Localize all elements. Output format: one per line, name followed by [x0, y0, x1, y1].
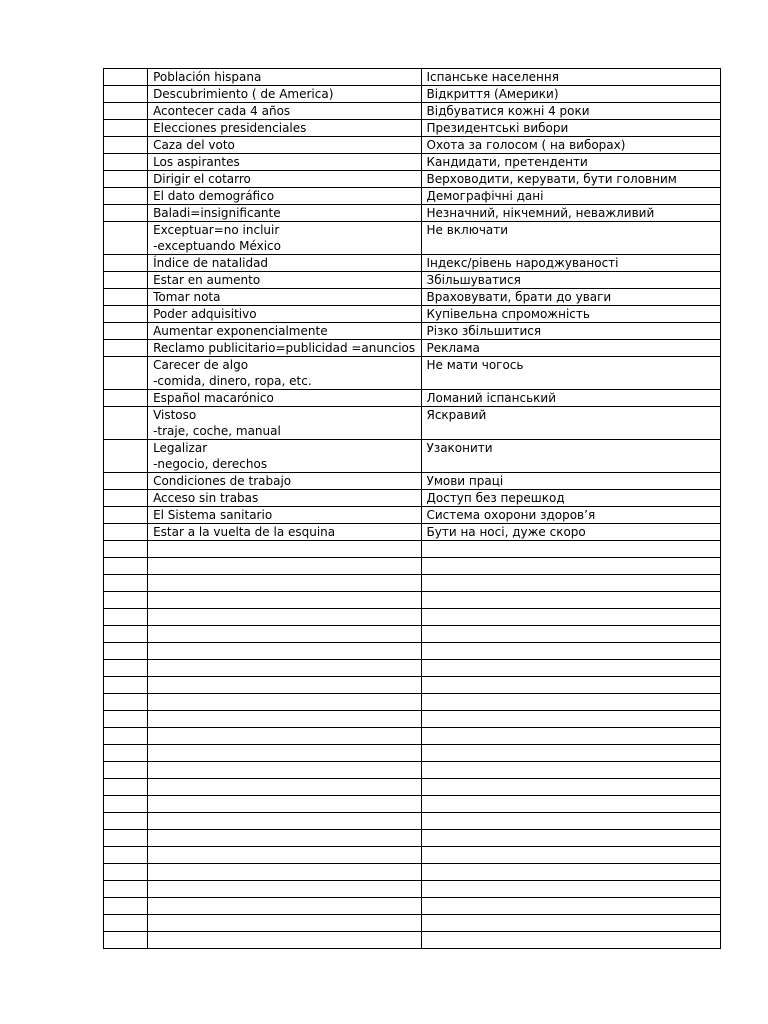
spanish-term-cell — [148, 222, 421, 255]
row-number-cell — [104, 898, 148, 915]
spanish-term-cell — [148, 558, 421, 575]
spanish-term-cell — [148, 323, 421, 340]
table-row — [104, 524, 721, 541]
spanish-term-cell — [148, 881, 421, 898]
row-number-cell — [104, 694, 148, 711]
row-number-cell — [104, 847, 148, 864]
row-number-cell — [104, 188, 148, 205]
row-number-cell — [104, 592, 148, 609]
spanish-term-cell — [148, 728, 421, 745]
ukrainian-translation-cell — [421, 677, 721, 694]
row-number-cell — [104, 490, 148, 507]
row-number-cell — [104, 864, 148, 881]
spanish-term-cell — [148, 575, 421, 592]
ukrainian-translation-cell — [421, 205, 721, 222]
ukrainian-translation-cell — [421, 592, 721, 609]
row-number-cell — [104, 711, 148, 728]
ukrainian-translation-text: Незначний, нікчемний, неважливий — [426, 206, 655, 220]
spanish-term-text: Español macarónico — [153, 391, 274, 405]
row-number-cell — [104, 677, 148, 694]
table-row — [104, 103, 721, 120]
row-number-cell — [104, 357, 148, 390]
ukrainian-translation-cell — [421, 490, 721, 507]
ukrainian-translation-cell — [421, 188, 721, 205]
row-number-cell — [104, 222, 148, 255]
spanish-term-text: Legalizar — [153, 441, 208, 455]
spanish-term-cell — [148, 69, 421, 86]
vocabulary-table — [103, 68, 721, 949]
ukrainian-translation-text: Яскравий — [426, 408, 487, 422]
spanish-term-cell — [148, 340, 421, 357]
empty-table-row — [104, 932, 721, 949]
ukrainian-translation-cell — [421, 558, 721, 575]
ukrainian-translation-cell — [421, 779, 721, 796]
empty-table-row — [104, 575, 721, 592]
spanish-term-cell — [148, 864, 421, 881]
ukrainian-translation-cell — [421, 575, 721, 592]
spanish-term-text: -traje, coche, manual — [153, 424, 281, 438]
spanish-term-cell — [148, 541, 421, 558]
ukrainian-translation-cell — [421, 473, 721, 490]
empty-table-row — [104, 796, 721, 813]
spanish-term-cell — [148, 932, 421, 949]
empty-table-row — [104, 592, 721, 609]
row-number-cell — [104, 575, 148, 592]
ukrainian-translation-cell — [421, 154, 721, 171]
ukrainian-translation-text: Різко збільшитися — [426, 324, 542, 338]
spanish-term-cell — [148, 830, 421, 847]
table-row — [104, 171, 721, 188]
row-number-cell — [104, 915, 148, 932]
ukrainian-translation-cell — [421, 440, 721, 473]
ukrainian-translation-text: Відкриття (Америки) — [426, 87, 559, 101]
ukrainian-translation-cell — [421, 660, 721, 677]
ukrainian-translation-cell — [421, 357, 721, 390]
table-row — [104, 357, 721, 390]
empty-table-row — [104, 881, 721, 898]
spanish-term-cell — [148, 289, 421, 306]
row-number-cell — [104, 407, 148, 440]
table-row — [104, 306, 721, 323]
ukrainian-translation-text: Президентські вибори — [426, 121, 569, 135]
table-row — [104, 86, 721, 103]
ukrainian-translation-cell — [421, 881, 721, 898]
ukrainian-translation-text: Не мати чогось — [426, 358, 524, 372]
empty-table-row — [104, 847, 721, 864]
empty-table-row — [104, 660, 721, 677]
row-number-cell — [104, 137, 148, 154]
ukrainian-translation-cell — [421, 864, 721, 881]
row-number-cell — [104, 728, 148, 745]
ukrainian-translation-text: Кандидати, претенденти — [426, 155, 588, 169]
row-number-cell — [104, 306, 148, 323]
ukrainian-translation-cell — [421, 222, 721, 255]
row-number-cell — [104, 340, 148, 357]
row-number-cell — [104, 609, 148, 626]
ukrainian-translation-cell — [421, 407, 721, 440]
ukrainian-translation-text: Відбуватися кожні 4 роки — [426, 104, 590, 118]
spanish-term-text: Exceptuar=no incluir — [153, 223, 280, 237]
ukrainian-translation-cell — [421, 813, 721, 830]
row-number-cell — [104, 779, 148, 796]
ukrainian-translation-cell — [421, 694, 721, 711]
ukrainian-translation-cell — [421, 847, 721, 864]
spanish-term-text: Estar en aumento — [153, 273, 261, 287]
row-number-cell — [104, 745, 148, 762]
spanish-term-cell — [148, 390, 421, 407]
empty-table-row — [104, 915, 721, 932]
ukrainian-translation-cell — [421, 541, 721, 558]
spanish-term-cell — [148, 86, 421, 103]
spanish-term-text: Índice de natalidad — [153, 256, 269, 270]
spanish-term-cell — [148, 171, 421, 188]
spanish-term-text: Estar a la vuelta de la esquina — [153, 525, 336, 539]
spanish-term-cell — [148, 626, 421, 643]
row-number-cell — [104, 86, 148, 103]
table-row — [104, 137, 721, 154]
ukrainian-translation-text: Демографічні дані — [426, 189, 544, 203]
ukrainian-translation-text: Іспанське населення — [426, 70, 559, 84]
ukrainian-translation-text: Враховувати, брати до уваги — [426, 290, 612, 304]
ukrainian-translation-cell — [421, 272, 721, 289]
table-row — [104, 272, 721, 289]
empty-table-row — [104, 694, 721, 711]
ukrainian-translation-cell — [421, 643, 721, 660]
spanish-term-cell — [148, 103, 421, 120]
ukrainian-translation-cell — [421, 932, 721, 949]
ukrainian-translation-text: Індекс/рівень народжуваності — [426, 256, 619, 270]
spanish-term-text: El Sistema sanitario — [153, 508, 273, 522]
ukrainian-translation-cell — [421, 340, 721, 357]
empty-table-row — [104, 779, 721, 796]
row-number-cell — [104, 103, 148, 120]
row-number-cell — [104, 323, 148, 340]
empty-table-row — [104, 830, 721, 847]
ukrainian-translation-cell — [421, 289, 721, 306]
spanish-term-text: Reclamo publicitario=publicidad =anuncios — [153, 341, 416, 355]
ukrainian-translation-text: Верховодити, керувати, бути головним — [426, 172, 677, 186]
spanish-term-cell — [148, 407, 421, 440]
ukrainian-translation-cell — [421, 255, 721, 272]
row-number-cell — [104, 69, 148, 86]
spanish-term-cell — [148, 711, 421, 728]
spanish-term-text: Elecciones presidenciales — [153, 121, 307, 135]
spanish-term-cell — [148, 272, 421, 289]
spanish-term-cell — [148, 357, 421, 390]
spanish-term-cell — [148, 473, 421, 490]
spanish-term-cell — [148, 847, 421, 864]
row-number-cell — [104, 171, 148, 188]
spanish-term-text: Vistoso — [153, 408, 197, 422]
row-number-cell — [104, 154, 148, 171]
spanish-term-cell — [148, 677, 421, 694]
empty-table-row — [104, 762, 721, 779]
ukrainian-translation-cell — [421, 103, 721, 120]
row-number-cell — [104, 255, 148, 272]
ukrainian-translation-cell — [421, 137, 721, 154]
ukrainian-translation-text: Не включати — [426, 223, 509, 237]
ukrainian-translation-text: Купівельна спроможність — [426, 307, 590, 321]
spanish-term-cell — [148, 524, 421, 541]
empty-table-row — [104, 558, 721, 575]
table-row — [104, 222, 721, 255]
spanish-term-text: Aumentar exponencialmente — [153, 324, 328, 338]
spanish-term-cell — [148, 796, 421, 813]
row-number-cell — [104, 796, 148, 813]
row-number-cell — [104, 524, 148, 541]
spanish-term-cell — [148, 898, 421, 915]
table-row — [104, 69, 721, 86]
spanish-term-cell — [148, 643, 421, 660]
row-number-cell — [104, 643, 148, 660]
spanish-term-cell — [148, 762, 421, 779]
row-number-cell — [104, 272, 148, 289]
table-row — [104, 440, 721, 473]
row-number-cell — [104, 507, 148, 524]
empty-table-row — [104, 643, 721, 660]
ukrainian-translation-cell — [421, 524, 721, 541]
row-number-cell — [104, 390, 148, 407]
spanish-term-cell — [148, 609, 421, 626]
row-number-cell — [104, 558, 148, 575]
table-row — [104, 289, 721, 306]
ukrainian-translation-cell — [421, 609, 721, 626]
spanish-term-cell — [148, 490, 421, 507]
ukrainian-translation-cell — [421, 898, 721, 915]
table-row — [104, 407, 721, 440]
spanish-term-cell — [148, 813, 421, 830]
ukrainian-translation-text: Бути на носі, дуже скоро — [426, 525, 586, 539]
spanish-term-cell — [148, 306, 421, 323]
ukrainian-translation-text: Реклама — [426, 341, 480, 355]
empty-table-row — [104, 745, 721, 762]
table-row — [104, 120, 721, 137]
table-row — [104, 473, 721, 490]
ukrainian-translation-cell — [421, 390, 721, 407]
spanish-term-cell — [148, 507, 421, 524]
row-number-cell — [104, 881, 148, 898]
ukrainian-translation-cell — [421, 171, 721, 188]
spanish-term-text: Acceso sin trabas — [153, 491, 259, 505]
table-row — [104, 255, 721, 272]
spanish-term-text: Baladi=insignificante — [153, 206, 281, 220]
spanish-term-text: Poder adquisitivo — [153, 307, 257, 321]
ukrainian-translation-cell — [421, 762, 721, 779]
table-row — [104, 188, 721, 205]
ukrainian-translation-text: Охота за голосом ( на виборах) — [426, 138, 626, 152]
ukrainian-translation-cell — [421, 507, 721, 524]
ukrainian-translation-cell — [421, 306, 721, 323]
spanish-term-text: El dato demográfico — [153, 189, 275, 203]
spanish-term-cell — [148, 745, 421, 762]
row-number-cell — [104, 440, 148, 473]
ukrainian-translation-cell — [421, 796, 721, 813]
ukrainian-translation-cell — [421, 745, 721, 762]
spanish-term-cell — [148, 440, 421, 473]
row-number-cell — [104, 762, 148, 779]
spanish-term-text: Tomar nota — [153, 290, 221, 304]
table-row — [104, 340, 721, 357]
spanish-term-text: Acontecer cada 4 años — [153, 104, 291, 118]
spanish-term-cell — [148, 188, 421, 205]
spanish-term-cell — [148, 137, 421, 154]
spanish-term-text: -negocio, derechos — [153, 457, 268, 471]
row-number-cell — [104, 205, 148, 222]
vocabulary-table-body — [104, 69, 721, 949]
row-number-cell — [104, 473, 148, 490]
ukrainian-translation-text: Доступ без перешкод — [426, 491, 565, 505]
spanish-term-text: -comida, dinero, ropa, etc. — [153, 374, 312, 388]
spanish-term-cell — [148, 694, 421, 711]
table-row — [104, 490, 721, 507]
row-number-cell — [104, 932, 148, 949]
spanish-term-text: Población hispana — [153, 70, 262, 84]
ukrainian-translation-cell — [421, 323, 721, 340]
empty-table-row — [104, 728, 721, 745]
spanish-term-cell — [148, 592, 421, 609]
ukrainian-translation-cell — [421, 120, 721, 137]
empty-table-row — [104, 677, 721, 694]
spanish-term-cell — [148, 255, 421, 272]
ukrainian-translation-text: Збільшуватися — [426, 273, 521, 287]
spanish-term-cell — [148, 120, 421, 137]
row-number-cell — [104, 660, 148, 677]
row-number-cell — [104, 626, 148, 643]
spanish-term-text: -exceptuando México — [153, 239, 281, 253]
empty-table-row — [104, 711, 721, 728]
spanish-term-text: Descubrimiento ( de America) — [153, 87, 334, 101]
empty-table-row — [104, 864, 721, 881]
row-number-cell — [104, 120, 148, 137]
table-row — [104, 205, 721, 222]
ukrainian-translation-text: Система охорони здоров’я — [426, 508, 596, 522]
empty-table-row — [104, 813, 721, 830]
spanish-term-text: Dirigir el cotarro — [153, 172, 251, 186]
ukrainian-translation-cell — [421, 626, 721, 643]
row-number-cell — [104, 813, 148, 830]
spanish-term-cell — [148, 915, 421, 932]
spanish-term-cell — [148, 779, 421, 796]
ukrainian-translation-cell — [421, 728, 721, 745]
row-number-cell — [104, 541, 148, 558]
empty-table-row — [104, 898, 721, 915]
table-row — [104, 323, 721, 340]
table-row — [104, 507, 721, 524]
ukrainian-translation-cell — [421, 69, 721, 86]
ukrainian-translation-cell — [421, 86, 721, 103]
spanish-term-text: Los aspirantes — [153, 155, 240, 169]
ukrainian-translation-text: Узаконити — [426, 441, 493, 455]
empty-table-row — [104, 626, 721, 643]
ukrainian-translation-cell — [421, 711, 721, 728]
empty-table-row — [104, 609, 721, 626]
ukrainian-translation-text: Умови праці — [426, 474, 504, 488]
spanish-term-cell — [148, 660, 421, 677]
ukrainian-translation-text: Ломаний іспанський — [426, 391, 557, 405]
ukrainian-translation-cell — [421, 830, 721, 847]
spanish-term-cell — [148, 205, 421, 222]
empty-table-row — [104, 541, 721, 558]
table-row — [104, 154, 721, 171]
spanish-term-text: Condiciones de trabajo — [153, 474, 292, 488]
spanish-term-cell — [148, 154, 421, 171]
row-number-cell — [104, 289, 148, 306]
row-number-cell — [104, 830, 148, 847]
spanish-term-text: Carecer de algo — [153, 358, 249, 372]
spanish-term-text: Caza del voto — [153, 138, 235, 152]
table-row — [104, 390, 721, 407]
ukrainian-translation-cell — [421, 915, 721, 932]
